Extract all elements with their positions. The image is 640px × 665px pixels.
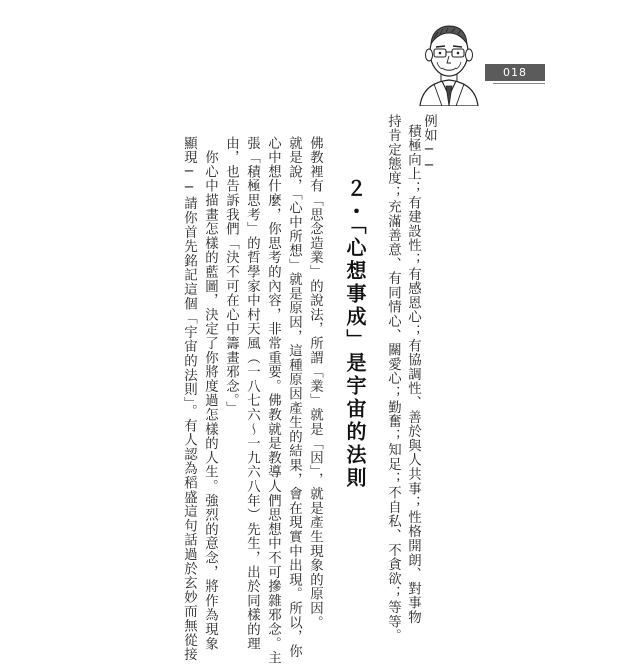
body-line: 就是說，「心中所想」就是原因，這種原因產生的結果，會在現實中出現。所以，你 — [286, 136, 302, 659]
example-line: 積極向上；有建設性；有感恩心；有協調性、善於與人共事；性格開朗、對事物 — [405, 124, 421, 625]
header-rule — [493, 83, 545, 84]
page-number: 018 — [503, 66, 527, 79]
page-number-tab — [485, 64, 545, 81]
body-line: 心中想什麼，你思考的內容，非常重要。佛教就是教導人們思想中不可摻雜邪念。主 — [265, 136, 281, 665]
body-line: 你心中描畫怎樣的藍圖，決定了你將度過怎樣的人生。強烈的意念，將作為現象 — [202, 136, 218, 651]
example-line: 持肯定態度；充滿善意、有同情心、關愛心；勤奮；知足；不自私、不貪欲；等等。 — [385, 114, 401, 644]
example-label: 例如── — [421, 114, 437, 175]
body-line: 佛教裡有「思念造業」的說法，所謂「業」就是「因」，就是產生現象的原因。 — [307, 136, 323, 630]
author-portrait-illustration — [416, 20, 482, 106]
body-line: 顯現──請你首先銘記這個「宇宙的法則」。有人認為稻盛這句話過於玄妙而無從接 — [181, 136, 197, 662]
section-heading: ２・「心想事成」是宇宙的法則 — [343, 178, 367, 490]
body-line: 張「積極思考」的哲學家中村天風（一八七六～一九六八年）先生，出於同樣的理 — [244, 136, 260, 651]
body-line: 由，也告訴我們「決不可在心中籌畫邪念。」 — [223, 136, 239, 416]
